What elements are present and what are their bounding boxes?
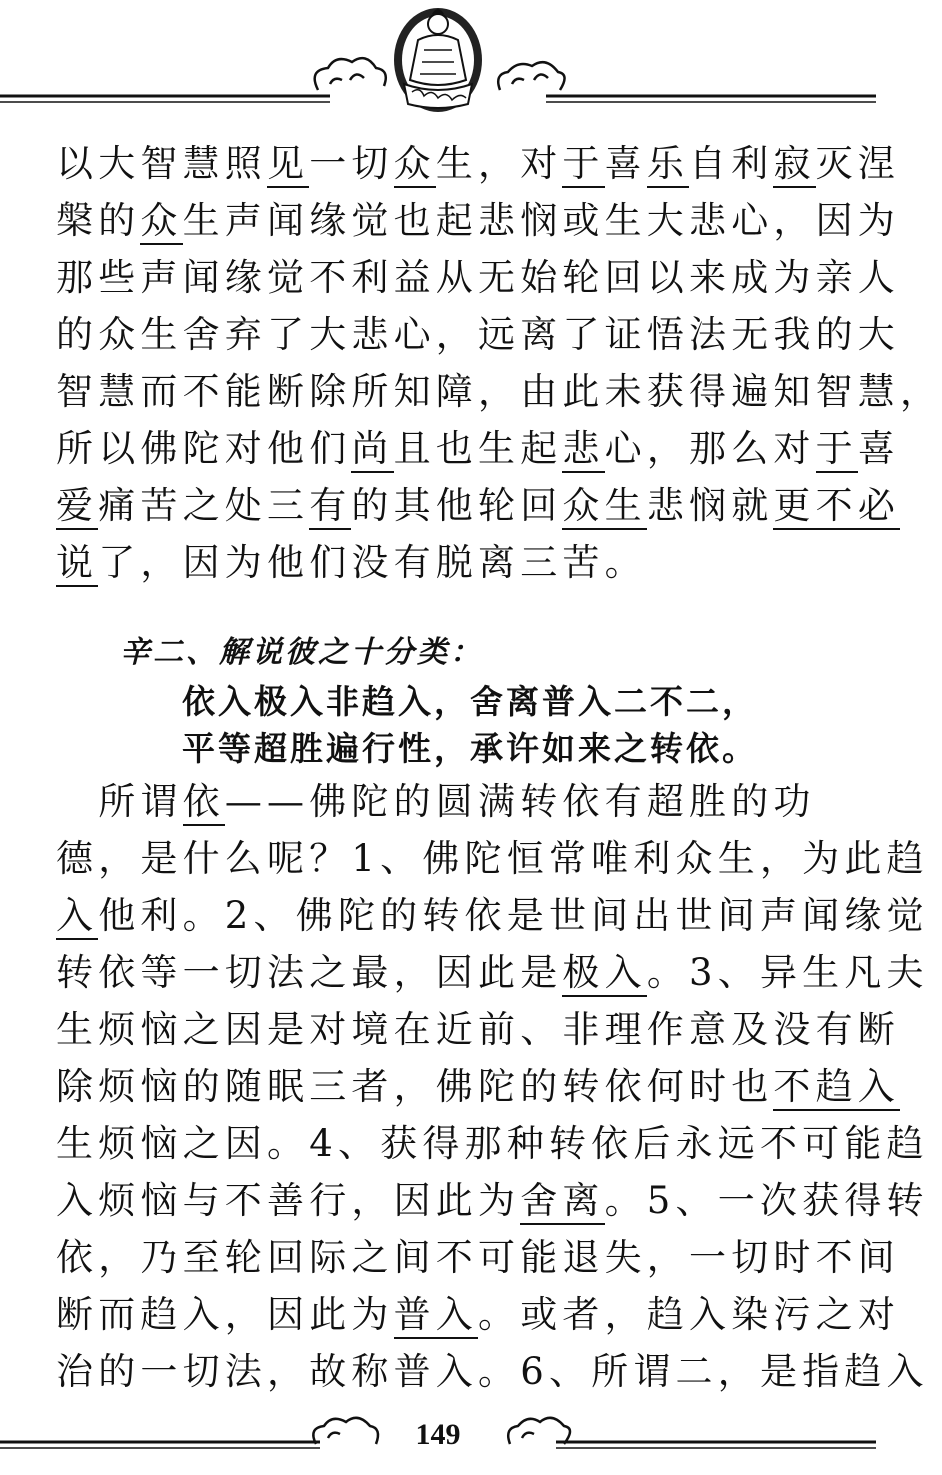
text-segment: 。或者，趋入染污之对 (478, 1293, 901, 1336)
text-segment: 的众生舍弃了大悲心，远离了证悟法无我的大 (56, 313, 900, 356)
text-segment: 一切 (309, 142, 394, 185)
paragraph-1 (56, 135, 942, 591)
text-segment: 心，那么对 (604, 427, 816, 470)
underlined-term: 舍离 (520, 1179, 604, 1225)
text-segment: 入烦恼与不善行，因此为 (56, 1179, 521, 1222)
verse-line: 平等超胜遍行性，承许如来之转依。 (182, 729, 758, 768)
underlined-term: 入 (56, 894, 98, 940)
page-number: 149 (415, 1418, 461, 1451)
text-segment: 且也生起 (393, 427, 563, 470)
paragraph-line (56, 944, 929, 1001)
underlined-term: 更不必 (773, 484, 900, 530)
text-segment: 喜 (857, 427, 901, 470)
text-segment: 生，对 (435, 142, 563, 185)
underlined-term: 众 (394, 142, 436, 188)
underlined-term: 爱 (56, 484, 98, 530)
underlined-term: 于 (562, 142, 604, 188)
underlined-term: 悲 (562, 427, 604, 473)
text-segment: 生烦恼之因是对境在近前、非理作意及没有断 (56, 1008, 900, 1051)
text-segment: 除烦恼的随眠三者，佛陀的转依何时也 (56, 1065, 774, 1108)
paragraph-line (56, 1343, 929, 1400)
section-block (56, 628, 846, 772)
buddha-figure-icon (0, 0, 876, 120)
text-segment: 断而趋入，因此为 (56, 1293, 394, 1336)
underlined-term: 极入 (562, 951, 646, 997)
text-segment: 所以佛陀对他们 (56, 427, 352, 470)
text-segment: 的其他轮回 (351, 484, 563, 527)
text-segment: 治的一切法，故称普入。6、所谓二，是指趋入 (56, 1350, 929, 1393)
paragraph-line (56, 1229, 900, 1286)
text-segment: 。3、异生凡夫 (646, 951, 929, 994)
paragraph-line (56, 887, 929, 944)
text-segment: 生烦恼之因。4、获得那种转依后永远不可能趋 (56, 1122, 929, 1165)
text-segment: ——佛陀的圆满转依有超胜的功 (224, 780, 816, 823)
header-ornament (0, 0, 876, 120)
text-segment: 悲悯就 (646, 484, 774, 527)
text-segment: 喜 (604, 142, 647, 185)
text-segment: 以大智慧照 (56, 142, 267, 185)
text-segment: 那些声闻缘觉不利益从无始轮回以来成为亲人 (56, 256, 900, 299)
underlined-term: 众 (140, 199, 182, 245)
text-segment: 。5、一次获得转 (604, 1179, 929, 1222)
underlined-term: 见 (267, 142, 309, 188)
underlined-term: 说 (56, 541, 98, 587)
underlined-term: 众生 (562, 484, 646, 530)
paragraph-line (56, 773, 846, 830)
text-segment: 德，是什么呢？1、佛陀恒常唯利众生，为此趋 (56, 837, 929, 880)
paragraph-line (56, 1001, 900, 1058)
paragraph-line (56, 1286, 901, 1343)
paragraph-line (56, 192, 901, 249)
section-heading: 辛二、解说彼之十分类： (120, 635, 483, 670)
underlined-term: 不趋入 (773, 1065, 900, 1111)
text-segment: 自利 (689, 142, 774, 185)
text-segment: 依，乃至轮回际之间不可能退失，一切时不间 (56, 1236, 900, 1279)
paragraph-line (56, 534, 846, 591)
text-segment: 痛苦之处三 (98, 484, 310, 527)
underlined-term: 寂 (773, 142, 815, 188)
paragraph-line (56, 420, 901, 477)
text-segment: 了，因为他们没有脱离三苦。 (98, 541, 647, 584)
text-segment: 智慧而不能断除所知障，由此未获得遍知智慧， (56, 370, 942, 413)
verse-line: 依入极入非趋入，舍离普入二不二， (182, 682, 758, 721)
paragraph-line (56, 306, 900, 363)
paragraph-2 (56, 773, 929, 1400)
underlined-term: 依 (183, 780, 225, 826)
paragraph-line (56, 363, 942, 420)
underlined-term: 于 (816, 427, 858, 473)
text-segment: 灭涅 (815, 142, 901, 185)
text-segment: 生声闻缘觉也起悲悯或生大悲心，因为 (182, 199, 901, 242)
underlined-term: 尚 (351, 427, 393, 473)
text-segment: 所谓 (56, 780, 183, 823)
paragraph-line (56, 830, 929, 887)
paragraph-line (56, 1172, 929, 1229)
paragraph-line (56, 1058, 901, 1115)
paragraph-line (56, 135, 901, 192)
underlined-term: 普入 (394, 1293, 478, 1339)
paragraph-line (56, 477, 901, 534)
paragraph-line (56, 1115, 929, 1172)
paragraph-line (56, 249, 900, 306)
text-segment: 转依等一切法之最，因此是 (56, 951, 563, 994)
underlined-term: 乐 (647, 142, 689, 188)
text-segment: 他利。2、佛陀的转依是世间出世间声闻缘觉 (98, 894, 929, 937)
underlined-term: 有 (309, 484, 351, 530)
footer-ornament (0, 1410, 876, 1471)
text-segment: 槃的 (56, 199, 141, 242)
